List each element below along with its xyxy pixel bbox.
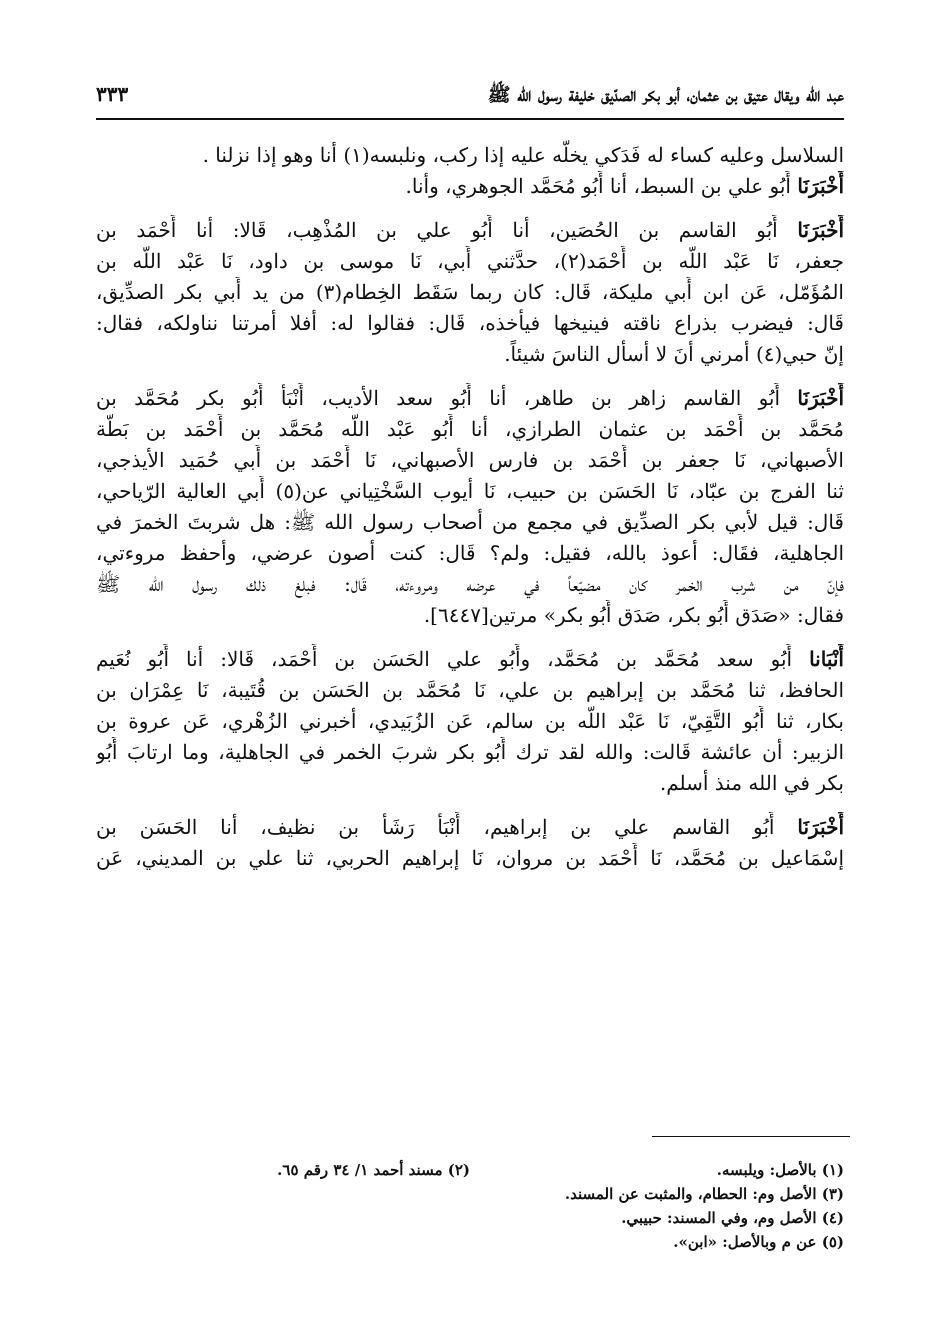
chain-keyword: أَنْبَانا — [809, 647, 844, 671]
footnote-row — [96, 1158, 844, 1182]
text-line — [96, 737, 844, 768]
footnote: (٥) عن م وبالأصل: «ابن». — [673, 1233, 844, 1251]
line-text: المُؤَمّل، عَن ابن أَبي مليكة، قَال: كان ربما سَقَط الخِطام(٣) من يد أَبي بكر الصدِّيق، — [96, 280, 844, 304]
running-title: عبد اللّه ويقال عتيق بن عثمان، أبو بكر الصدّيق خليفة رسول الله ﷺ — [487, 84, 844, 106]
header-rule — [96, 118, 844, 120]
text-line — [96, 171, 844, 202]
text-line — [96, 215, 844, 246]
line-text: قَال: قيل لأبي بكر الصدِّيق في مجمع من أصحاب رسول الله ﷺ: هل شربتَ الخمرَ في — [96, 510, 844, 534]
running-head — [96, 82, 844, 111]
text-line — [96, 768, 844, 799]
chain-keyword: أَخْبَرَنَا — [797, 174, 844, 198]
text-line — [96, 277, 844, 308]
line-text: بكر في الله منذ أسلم. — [659, 771, 844, 795]
footnote: (١) بالأصل: ويلبسه. — [716, 1161, 844, 1179]
text-line — [96, 675, 844, 706]
line-text: مُحَمَّد بن أَحْمَد بن عثمان الطرازي، أنا أَبُو عَبْد اللّه مُحَمَّد بن أَحْمَد بن بَطَّة — [96, 417, 844, 441]
body-text — [96, 140, 844, 874]
chain-keyword: أَخْبَرَنَا — [797, 815, 844, 839]
footnote: (٢) مسند أحمد ١/ ٣٤ رقم ٦٥. — [277, 1161, 470, 1179]
line-text: فقال: «صَدَق أَبُو بكر، صَدَق أَبُو بكر» مرتين[٦٤٤٧]. — [423, 603, 844, 627]
paragraph-gap — [96, 799, 844, 812]
text-line — [96, 445, 844, 476]
text-line — [96, 476, 844, 507]
footnote: (٤) الأصل وم، وفي المسند: حبيبي. — [621, 1209, 844, 1227]
line-text: السلاسل وعليه كساء له فَدَكي يخلّه عليه إذا ركب، ونلبسه(١) أنا وهو إذا نزلنا . — [202, 143, 844, 167]
chain-keyword: أَخْبَرَنَا — [797, 218, 844, 242]
line-text: أَبُو القاسم بن الحُصَين، أنا أَبُو علي بن المُذْهِب، قَالا: أنا أَحْمَد بن — [96, 218, 798, 242]
line-text: ثنا الفرج بن عبّاد، نَا الحَسَن بن حبيب، نَا أيوب السَّخْتِياني عن(٥) أَبي العالية الرّياحي، — [96, 479, 844, 503]
text-line — [96, 308, 844, 339]
line-text: أَبُو القاسم زاهر بن طاهر، أنا أَبُو سعد الأديب، أَنْبَأ أَبُو بكر مُحَمَّد بن — [96, 386, 798, 410]
text-line — [96, 507, 844, 538]
line-text: الحافظ، ثنا مُحَمَّد بن إبراهيم بن علي، نَا مُحَمَّد بن الحَسَن بن قُتَيبة، نَا عِمْرَان بن — [96, 678, 844, 702]
footnote-row — [96, 1230, 844, 1254]
line-text: أَبُو القاسم علي بن إبراهيم، أَنْبَأ رَشَأ بن نظيف، أنا الحَسَن بن — [96, 815, 798, 839]
text-line — [96, 339, 844, 370]
footnote-rule — [652, 1136, 850, 1137]
paragraph-gap — [96, 631, 844, 644]
footnote — [96, 1182, 470, 1206]
text-line — [96, 414, 844, 445]
text-line — [96, 706, 844, 737]
text-line — [96, 140, 844, 171]
line-text: الجاهلية، فقَال: أعوذ بالله، فقيل: ولم؟ قَال: كنت أصون عرضي، وأحفظ مروءتي، — [96, 541, 844, 565]
text-line — [96, 246, 844, 277]
footnote-row — [96, 1206, 844, 1230]
line-text: جعفر، نَا عَبْد اللّه بن أَحْمَد(٢)، حدَّثني أَبي، نَا موسى بن داود، نَا عَبْد اللّه بن — [96, 249, 844, 273]
text-line — [96, 383, 844, 414]
page-number: ٣٣٣ — [96, 82, 129, 106]
line-text: الزبير: أن عائشة قَالت: والله لقد ترك أَبُو بكر شربَ الخمر في الجاهلية، وما ارتابَ أَبُو — [96, 740, 844, 764]
line-text: إسْمَاعيل بن مُحَمَّد، نَا أَحْمَد بن مروان، نَا إبراهيم الحربي، ثنا علي بن المديني، عَن — [96, 846, 844, 870]
footnote: (٣) الأصل وم: الحطام، والمثبت عن المسند. — [564, 1185, 844, 1203]
footnote — [96, 1206, 470, 1230]
text-line — [96, 538, 844, 569]
paragraph-gap — [96, 370, 844, 383]
footnotes — [96, 1158, 844, 1254]
line-text: الأصبهاني، نَا جعفر بن أَحْمَد بن فارس الأصبهاني، نَا أَحْمَد بن أَبي حُمَيد الأيذجي، — [96, 448, 844, 472]
text-line — [96, 843, 844, 874]
text-line — [96, 569, 844, 600]
chain-keyword: أَخْبَرَنَا — [797, 386, 844, 410]
footnote-row — [96, 1182, 844, 1206]
paragraph-gap — [96, 202, 844, 215]
text-line — [96, 644, 844, 675]
line-text: أَبُو علي بن السبط، أنا أَبُو مُحَمَّد الجوهري، وأنا. — [405, 174, 798, 198]
line-text: إنّ حبي(٤) أمرني أنَ لا أسأل الناسَ شيئاً. — [504, 342, 844, 366]
line-text: قَال: فيضرب بذراع ناقته فينيخها فيأخذه، قَال: فقالوا له: أفلا أمرتنا نناولكه، فقال: — [96, 311, 844, 335]
footnote — [96, 1230, 470, 1254]
line-text: بكار، ثنا أَبُو التَّقِيّ، نَا عَبْد اللّه بن سالم، عَن الزُبَيدي، أخبرني الزُهْري، عَن عروة بن — [96, 709, 844, 733]
line-text: فإنّ من شرب الخمر كان مضيّعاً في عرضه ومروءته، قَال: فبلغ ذلك رسول الله ﷺ — [96, 572, 844, 596]
line-text: أَبُو سعد مُحَمَّد بن مُحَمَّد، وأَبُو علي الحَسَن بن أَحْمَد، قَالا: أنا أَبُو نُعَيم — [96, 647, 810, 671]
text-line — [96, 600, 844, 631]
text-line — [96, 812, 844, 843]
